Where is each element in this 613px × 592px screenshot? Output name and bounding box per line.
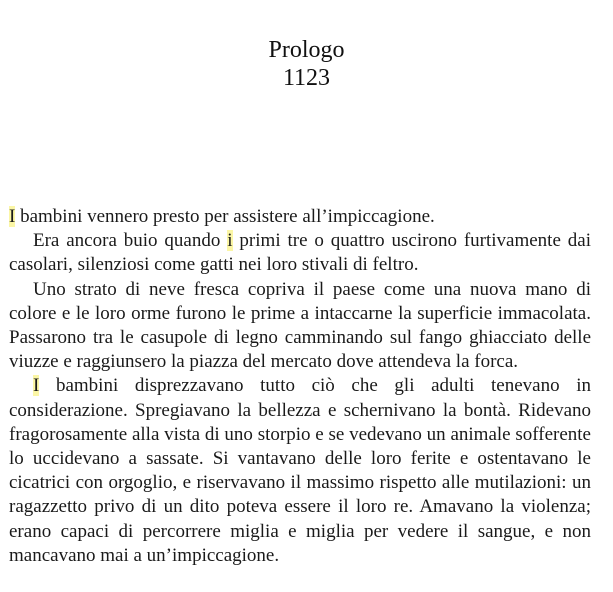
paragraph-text: bambini vennero presto per assistere all’impiccagione. xyxy=(15,206,435,227)
paragraph-text: primi tre o quattro uscirono furtivamente dai casolari, silenziosi come gatti nei loro stivali di feltro. xyxy=(9,230,591,276)
search-highlight[interactable]: I xyxy=(9,206,16,227)
paragraph-text: bambini disprezzavano tutto ciò che gli adulti tenevano in considerazione. Spregiavano la bellezza e schernivano la bontà. Ridevano fragorosamente alla vista di uno storpio e se vedevano un animale sofferente lo uccidevano a sassate. Si vantavano delle loro ferite e ostentavano le cicatrici con orgoglio, e riservavano il massimo rispetto alle mutilazioni: un ragazzetto privo di un dito poteva essere il loro re. Amavano la violenza; erano capaci di percorrere miglia e miglia per vedere il sangue, e non mancavano mai a un’impiccagione. xyxy=(9,375,591,566)
paragraph-1 xyxy=(9,205,591,229)
search-highlight[interactable]: i xyxy=(227,230,233,252)
chapter-title: Prologo xyxy=(268,37,345,63)
chapter-heading xyxy=(0,36,613,92)
search-highlight[interactable]: I xyxy=(33,375,40,397)
chapter-year: 1123 xyxy=(282,65,331,91)
chapter-text xyxy=(9,205,591,568)
paragraph-3: Uno strato di neve fresca copriva il paese come una nuova mano di colore e le loro orme furono le prime a intaccarne la superficie immacolata. Passarono tra le casupole di legno camminando sul fango ghiacciato delle viuzze e raggiunsero la piazza del mercato dove attendeva la forca. xyxy=(9,278,591,373)
paragraph-2 xyxy=(9,229,591,277)
paragraph-4 xyxy=(9,374,591,568)
paragraph-text: Era ancora buio quando xyxy=(33,230,228,252)
